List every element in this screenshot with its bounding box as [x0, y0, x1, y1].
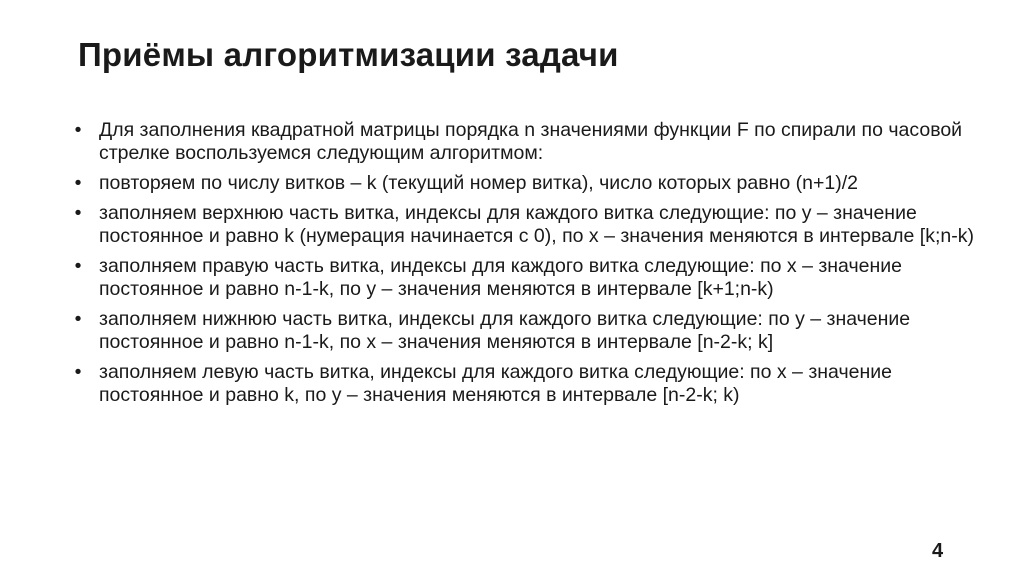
page-number: 4 — [932, 540, 944, 562]
bullet-text: заполняем правую часть витка, индексы для каждого витка следующие: по x – значение постоянное и равно n-1-k, по y – значения меняются в интервале [k+1;n-k) — [99, 255, 902, 300]
bullet-text: повторяем по числу витков – k (текущий номер витка), число которых равно (n+1)/2 — [99, 172, 858, 194]
bullet-item — [72, 308, 987, 354]
bullet-marker: • — [74, 119, 82, 141]
bullet-item — [72, 172, 987, 195]
bullet-text: заполняем нижнюю часть витка, индексы для каждого витка следующие: по y – значение постоянное и равно n-1-k, по x – значения меняются в интервале [n-2-k; k] — [99, 308, 911, 353]
slide-title: Приёмы алгоритмизации задачи — [78, 36, 619, 73]
bullet-text: заполняем верхнюю часть витка, индексы для каждого витка следующие: по y – значение постоянное и равно k (нумерация начинается с 0), по x – значения меняются в интервале [k;n-k) — [99, 202, 974, 247]
bullet-marker: • — [74, 202, 82, 224]
bullet-marker: • — [74, 361, 82, 383]
bullet-item — [72, 119, 987, 165]
bullet-marker: • — [74, 172, 82, 194]
bullet-text: заполняем левую часть витка, индексы для каждого витка следующие: по x – значение постоянное и равно k, по y – значения меняются в интервале [n-2-k; k) — [99, 361, 892, 406]
bullet-text: Для заполнения квадратной матрицы порядка n значениями функции F по спирали по часовой стрелке воспользуемся следующим алгоритмом: — [99, 119, 963, 164]
bullet-item — [72, 202, 987, 248]
bullet-item — [72, 255, 987, 301]
bullet-marker: • — [74, 308, 82, 330]
bullet-item — [72, 361, 987, 407]
bullet-list — [72, 119, 987, 414]
bullet-marker: • — [74, 255, 82, 277]
